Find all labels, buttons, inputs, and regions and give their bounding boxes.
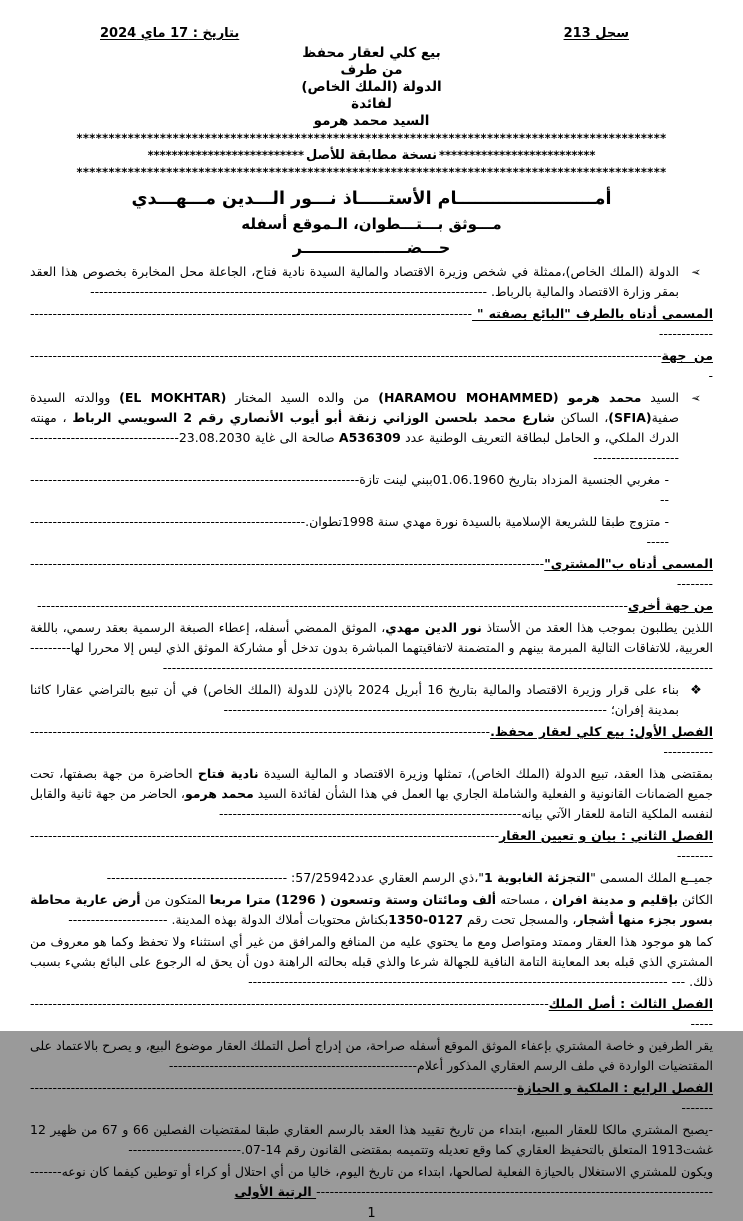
section-2-heading: الفصل الثاني : بيان و تعيين العقار---------------------------------------------------------------------------------------------------------------- xyxy=(30,828,713,863)
top-header-row xyxy=(30,26,713,42)
buyer-designation-line: المسمى أدناه ب"المشترى"-------------------------------------------------------------------------------------------------------------------------- xyxy=(30,556,713,591)
notary-request-paragraph: اللذين يطلبون بموجب هذا العقد من الأستاذ نور الدين مهدي، الموثق الممضي أسفله، إعطاء الصبغة الرسمية بعقد رسمي، باللغة العربية، للاتفاقات التالية المبرمة بينهم و المتضمنة لاتفاقيتهما المباشرة بدون تدخل أو مشاركة الموثق الذي ليس إلا محررا لها----------------------------------------------------------------------------------------------------------------------------------- xyxy=(30,620,713,675)
notary-name-heading: أمـــــــــــــــــــــــام الأستـــــاذ نـــور الـــدين مـــهـــدي xyxy=(131,189,612,209)
deed-title-line: الدولة (الملك الخاص) xyxy=(301,79,442,95)
section-2-property-description: الكائن بإقليم و مدينة افران ، مساحته ألف ومائتان وستة وتسعون ( 1296) مترا مربعا المتكون من أرض عارية محاطة بسور بجزء منها أشجار، والمسجل تحت رقم 0127-1350بكناش محتويات أملاك الدولة بهذه المدينة. ---------------------- xyxy=(30,892,714,927)
stars-left: ************************** xyxy=(147,148,304,162)
section-1-body: بمقتضى هذا العقد، تبيع الدولة (الملك الخاص)، تمثلها وزيرة الاقتصاد و المالية السيدة نادية فتاح الحاضرة من جهة بصفتها، تحت جميع الضمانات القانونية و الفعلية والشاملة الجاري بها العمل في هذا الشأن لفائدة السيد محمد هرمو، الحاضر من جهة ثانية والقابل لنفسه الملكية التامة للعقار الآتي بيانه------------------------------------------------------------------- xyxy=(30,766,714,821)
register-number: سجل 213 xyxy=(563,26,629,41)
arrow-bullet-icon: ➢ xyxy=(690,265,702,279)
appeared-heading: حـــضـــــــــــــــــــر xyxy=(292,238,451,257)
stars-right: ************************** xyxy=(439,148,596,162)
section-1-heading: الفصل الأول: بيع كلي لعقار محفظ.----------------------------------------------------------------------------------------------------------------- xyxy=(30,724,713,759)
side-two-line: من جهة أخرى----------------------------------------------------------------------------------------------------------------------------------- xyxy=(37,598,713,613)
section-2-property-condition: كما هو موجود هذا العقار وممتد ومتواصل ومع ما يحتوي عليه من المنافع والمرافق من غير أي استثناء ولا تحفظ وكما هو معروف من المشتري الذي قبله بعد المعاينة التامة النافية للجهالة شرعا والذي قبله بحالته الراهنة دون أن يحق له الرجوع على البائع بشيء بسبب ذلك. --- --------------------------------------------------------------------------------------------- xyxy=(30,934,713,989)
section-2-property-name: جميــع الملك المسمى "التجزئة الغابوية 1"،ذي الرسم العقاري عدد57/25942: ---------------------------------------- xyxy=(106,870,713,885)
stars-separator: ******************************************************************************************** xyxy=(76,131,667,145)
buyer-party-text: السيد محمد هرمو (HARAMOU MOHAMMED) من والده السيد المختار (EL MOKHTAR) ووالدته السيدة صفية(SFIA)، الساكن شارع محمد بلحسن الوزاني زنقة أبو أيوب الأنصاري رقم 2 السويسي الرباط ، مهنته الدرك الملكي، و الحامل لبطاقة التعريف الوطنية عدد A536309 صالحة الى غاية 23.08.2030---------------------------------------------------- xyxy=(30,390,680,465)
buyer-detail-marriage: - متزوج طبقا للشريعة الإسلامية بالسيدة نورة مهدي سنة 1998تطوان.------------------------------------------------------------------ xyxy=(30,514,669,549)
diamond-bullet-icon: ❖ xyxy=(690,683,702,698)
deed-title-line: لفائدة xyxy=(351,96,392,112)
section-3-body: يقر الطرفين و خاصة المشتري بإعفاء الموثق الموقع أسفله صراحة، من إدراج أصل التملك العقار موضوع البيع، و يصرح بالاعتماد على المقتضيات الواردة في ملف الرسم العقاري المذكور أعلام------------------------------------------------------- xyxy=(30,1038,713,1073)
buyer-party-paragraph xyxy=(30,388,713,468)
seller-designation-line: المسمى أدناه بالطرف "البائع بصفته " -------------------------------------------------------------------------------------------------------------- xyxy=(30,306,713,341)
certified-copy-text: نسخة مطابقة للأصل xyxy=(305,148,438,163)
section-3-heading: الفصل الثالث : أصل الملك------------------------------------------------------------------------------------------------------------------------ xyxy=(30,996,713,1031)
buyer-detail-nationality: - مغربي الجنسية المزداد بتاريخ 01.06.1960ببني لينت تازة--------------------------------------------------------------------------- xyxy=(30,472,669,507)
side-one-line: من جهة--------------------------------------------------------------------------------------------------------------------------------------------- xyxy=(30,348,713,383)
certified-copy-line xyxy=(30,147,713,164)
deed-title-line: بيع كلي لعقار محفظ xyxy=(302,45,441,61)
deed-title-line: من طرف xyxy=(340,62,403,78)
page-number: 1 xyxy=(367,1206,376,1221)
deed-title-line: السيد محمد هرمو xyxy=(313,113,430,129)
document-date: بتاريخ : 17 ماي 2024 xyxy=(100,26,240,41)
arrow-bullet-icon: ➢ xyxy=(690,391,702,405)
ministerial-decision-paragraph xyxy=(30,680,713,720)
section-4-body-1: -يصبح المشتري مالكا للعقار المبيع، ابتداء من تاريخ تقييد هذا العقد بالرسم العقاري طبقا لمقتضيات الفصلين 66 و 67 من ظهير 12 غشت1913 المتعلق بالتحفيظ العقاري كما وقع تعديله وتتميمه بمقتضى القانون رقم 14-07.------------------------- xyxy=(30,1122,713,1157)
seller-party-paragraph xyxy=(30,262,713,302)
stars-separator: ******************************************************************************************** xyxy=(76,165,667,179)
section-4-heading: الفصل الرابع : الملكية و الحيازة------------------------------------------------------------------------------------------------------------------- xyxy=(30,1080,713,1115)
notary-title-heading: مـــوثق بـــتـــطوان، الـموقع أسفله xyxy=(241,215,502,233)
ministerial-decision-text: بناء على قرار وزيرة الاقتصاد والمالية بتاريخ 16 أبريل 2024 بالإذن للدولة (الملك الخاص) في أن تبيع بالتراضي عقارا كائنا بمدينة إفران؛ ------------------------------------------------------------------------------------- xyxy=(30,682,679,717)
seller-party-text: الدولة (الملك الخاص)،ممثلة في شخص وزيرة الاقتصاد والمالية السيدة نادية فتاح، الجاعلة محل المخابرة بخصوص هذا العقد بمقر وزارة الاقتصاد والمالية بالرباط. ---------------------------------------------------------------------------------------- xyxy=(30,264,679,299)
deed-title-block xyxy=(30,45,713,130)
section-4-body-2: ويكون للمشتري الاستغلال بالحيازة الفعلية لصالحها، ابتداء من تاريخ اليوم، خاليا من أي احتلال أو كراء أو توطين كيفما كان نوعه----------------------------------------------------------------------------------------------- الرتبة الأولى xyxy=(30,1164,713,1199)
